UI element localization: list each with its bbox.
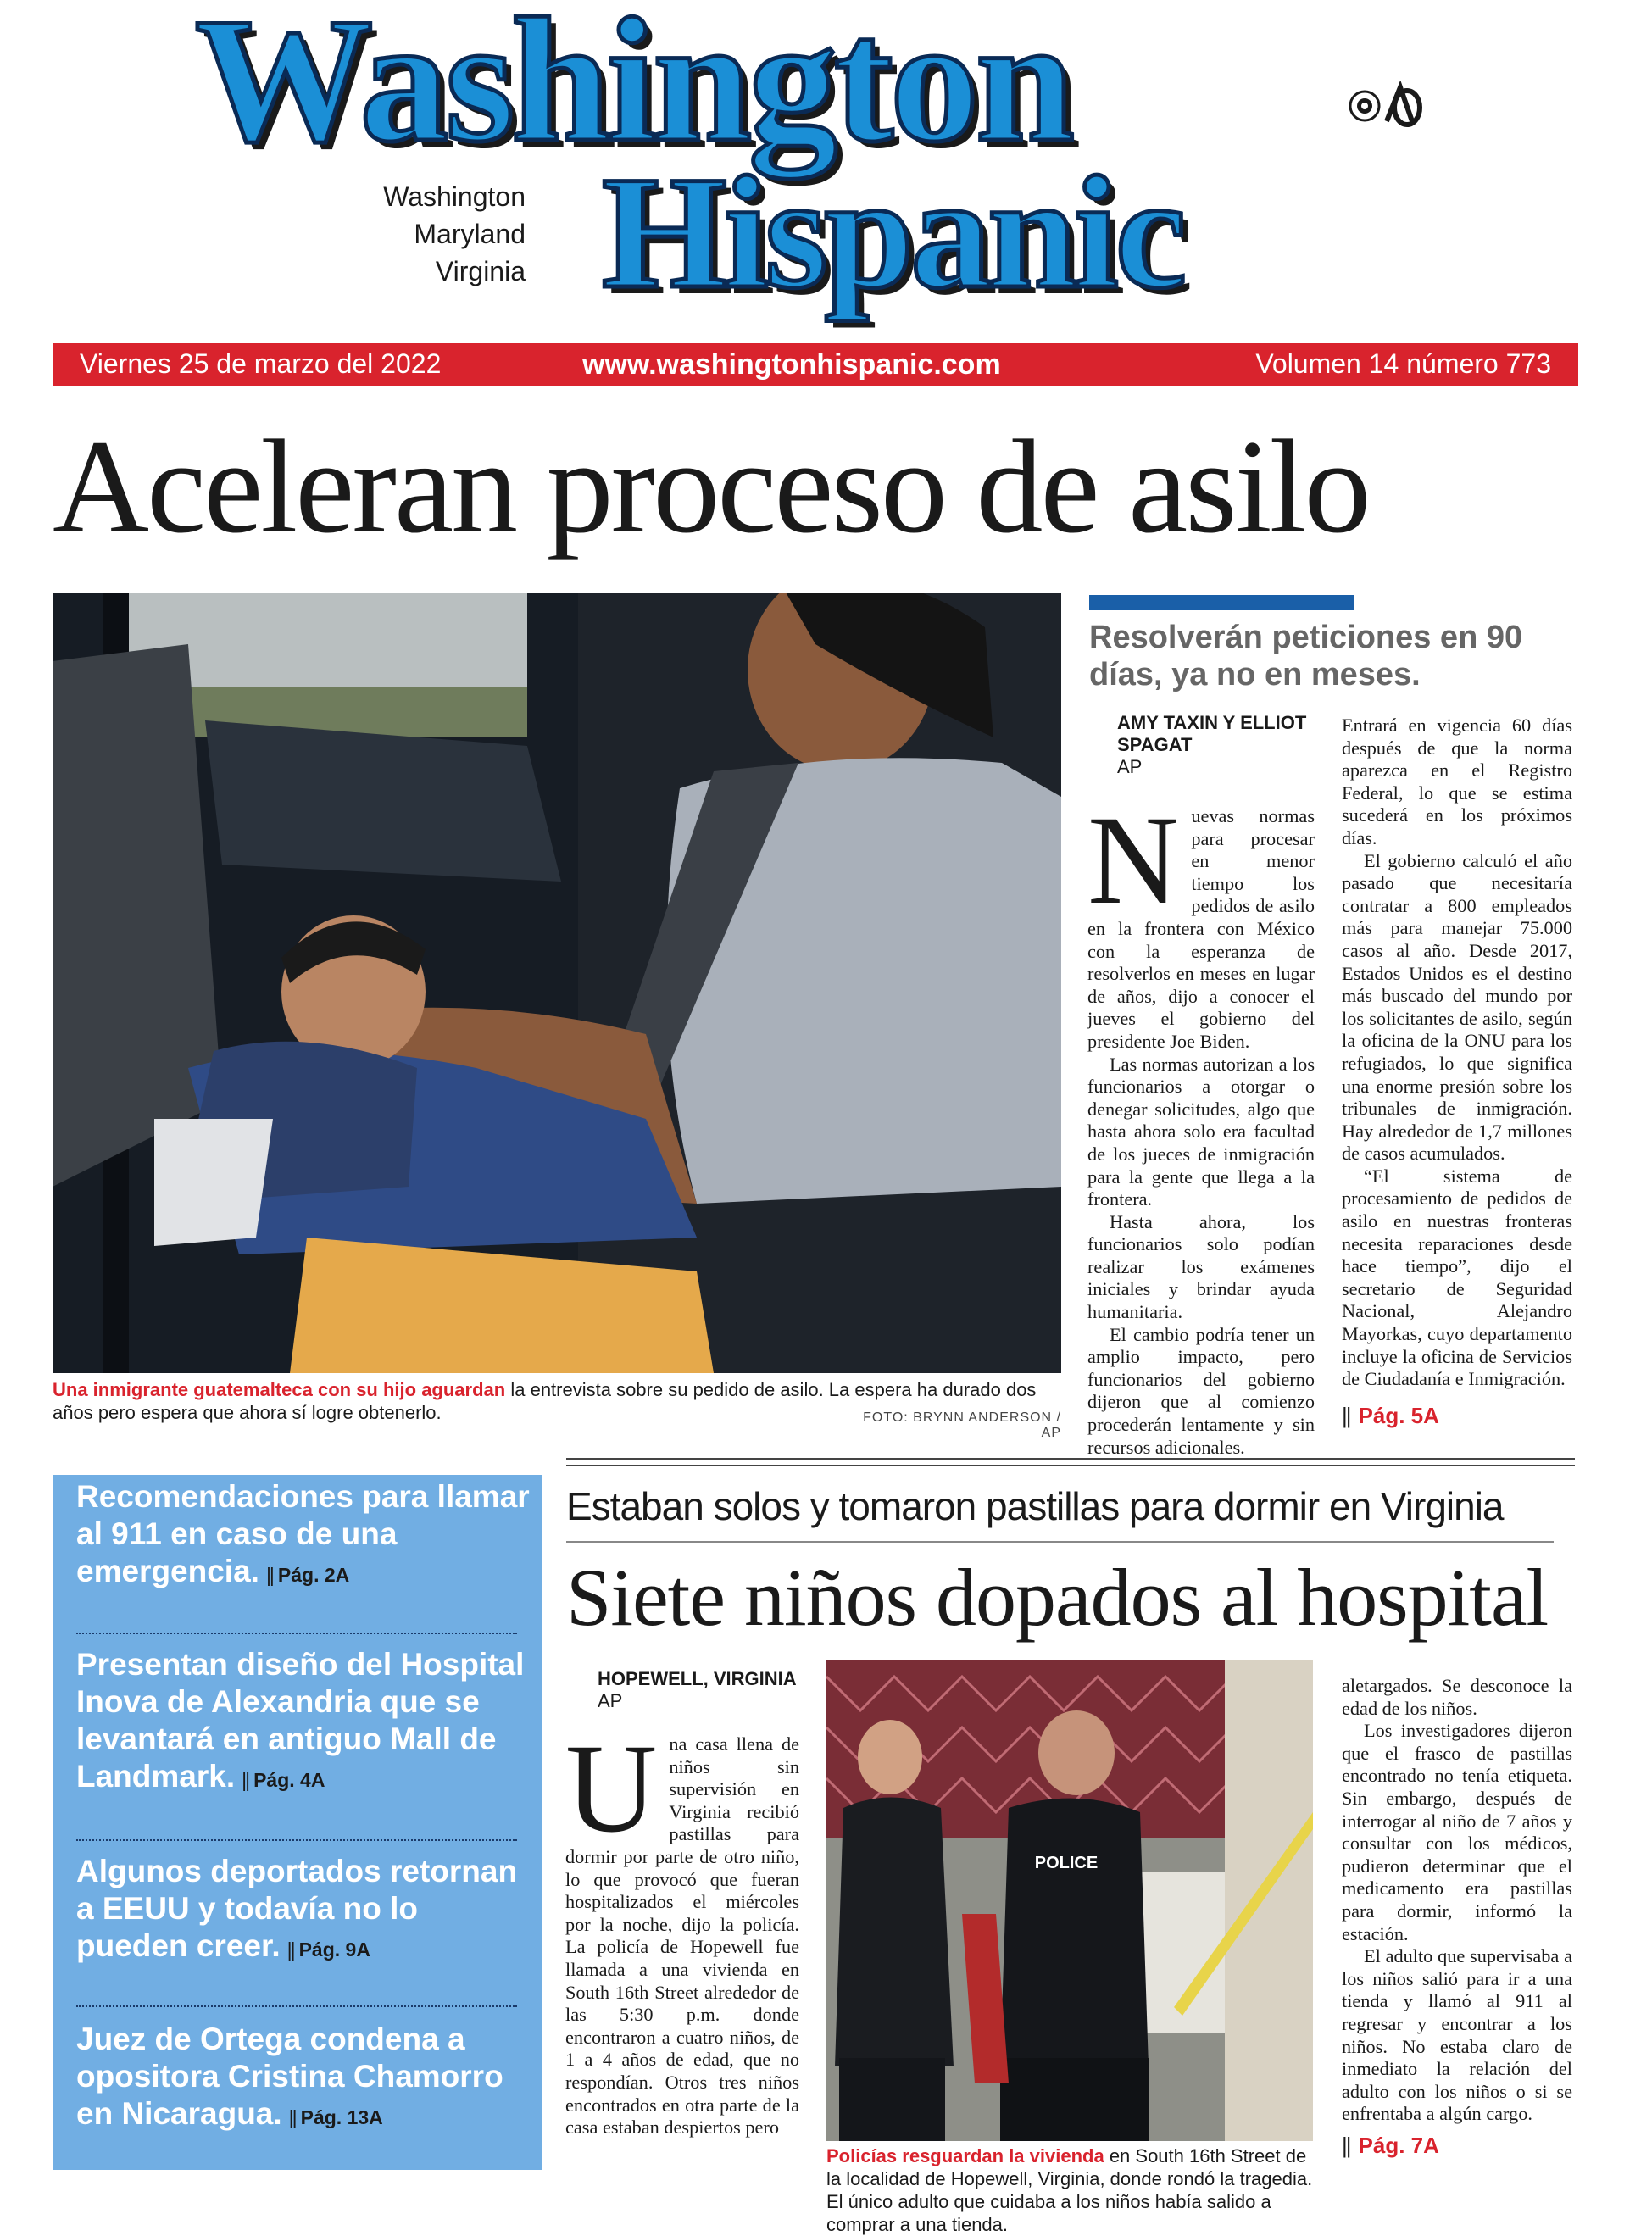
main-dropcap: N	[1087, 790, 1180, 931]
location-virginia: Virginia	[435, 256, 526, 286]
second-story-headline: Siete niños dopados al hospital	[566, 1552, 1549, 1643]
main-story-page-ref[interactable]: Pág. 5A	[1358, 1403, 1439, 1428]
second-story-continue-link[interactable]: || Pág. 7A	[1342, 2133, 1439, 2158]
main-story-paragraph: Entrará en vigencia 60 días después de que la norma aparezca en el Registro Federal, lo que se estima sucederá en los próximos días.	[1342, 715, 1572, 848]
main-story-paragraph: El cambio podría tener un amplio impacto, pero funcionarios del gobierno dijeron que al comienzo procederán lentamente y sin recursos adicionales.	[1087, 1323, 1315, 1458]
sidebar-item-page: Pág. 13A	[300, 2106, 383, 2128]
subhead-accent-bar	[1089, 595, 1354, 610]
sidebar-divider	[76, 1633, 517, 1634]
sidebar-item-text: Presentan diseño del Hospital Inova de Alexandria que se levantará en antiguo Mall de Landmark.	[76, 1647, 525, 1794]
sidebar-item-nicaragua[interactable]: Juez de Ortega condena a opositora Cristina Chamorro en Nicaragua. || Pág. 13A	[76, 2022, 503, 2131]
main-photo-caption-text: la entrevista sobre su pedido de asilo. La espera ha durado dos años pero espera que ahora sí logre obtenerlo.	[53, 1379, 1037, 1423]
section-rule	[566, 1458, 1575, 1466]
main-story-paragraph: Hasta ahora, los funcionarios solo podían realizar los exámenes iniciales y brindar ayuda humanitaria.	[1087, 1210, 1315, 1323]
main-byline-agency: AP	[1117, 756, 1143, 777]
sidebar-item-page: Pág. 2A	[277, 1564, 350, 1586]
main-photo	[53, 593, 1061, 1373]
second-byline-dateline: HOPEWELL, VIRGINIA	[598, 1668, 797, 1689]
police-vest-text: POLICE	[1034, 1854, 1099, 1872]
second-story-paragraph: El adulto que supervisaba a los niños salió para ir a una tienda y llamó al 911 al regresar y encontrar a los niños. No estaba claro de inmediato la relación del adulto con los niños o si se enfrentaba a algún cargo.	[1342, 1945, 1572, 2125]
website-link[interactable]: www.washingtonhispanic.com	[582, 348, 1001, 381]
main-byline-authors: AMY TAXIN Y ELLIOT SPAGAT	[1117, 712, 1307, 755]
association-seals-icon	[1348, 81, 1449, 131]
sidebar-item-deportados[interactable]: Algunos deportados retornan a EEUU y todavía no lo pueden creer. || Pág. 9A	[76, 1854, 518, 1963]
masthead-locations	[348, 178, 526, 290]
main-photo-credit: FOTO: BRYNN ANDERSON / AP	[863, 1410, 1061, 1440]
masthead-washington: Washington	[195, 0, 1071, 179]
second-story-page-ref[interactable]: Pág. 7A	[1358, 2133, 1439, 2158]
sidebar-item-text: Recomendaciones para llamar al 911 en caso de una emergencia.	[76, 1479, 530, 1588]
sidebar-briefs	[53, 1475, 542, 2170]
main-headline: Aceleran proceso de asilo	[53, 413, 1369, 561]
location-washington: Washington	[383, 181, 526, 212]
second-photo-caption-lead: Policías resguardan la vivienda	[826, 2145, 1104, 2166]
second-photo-caption	[826, 2144, 1313, 2236]
date-bar	[53, 343, 1578, 386]
sidebar-divider	[76, 2005, 517, 2007]
main-photo-caption-lead: Una inmigrante guatemalteca con su hijo aguardan	[53, 1379, 506, 1400]
main-story-column-1	[1087, 790, 1315, 1459]
issue-volume: Volumen 14 número 773	[1255, 348, 1551, 379]
second-story-paragraph: Los investigadores dijeron que el frasco de pastillas encontrado no tenía etiqueta. Sin embargo, después de interrogar al niño de 7 años y consultar con los médicos, pudieron determinar que el medicamento era pastillas para dormir, informó la estación.	[1342, 1720, 1572, 1944]
main-story-paragraph: Las normas autorizan a los funcionarios a otorgar o denegar solicitudes, algo que hasta ahora solo era facultad de los jueces de inmigración para la gente que llega a la frontera.	[1087, 1053, 1315, 1210]
second-story-column-3	[1342, 1675, 1572, 2126]
issue-date: Viernes 25 de marzo del 2022	[80, 348, 442, 379]
main-story-paragraph: El gobierno calculó el año pasado que necesitaría contratar a 800 empleados más para manejar 75.000 casos al año. Desde 2017, Estados Unidos es el destino más buscado del mundo por los solicitantes de asilo, según la oficina de la ONU para los refugiados, lo que significa una enorme presión sobre los tribunales de inmigración. Hay alrededor de 1,7 millones de casos acumulados.	[1342, 849, 1572, 1165]
second-story-paragraph: Una casa llena de niños sin supervisión en Virginia recibió pastillas para dormir por parte de otro niño, lo que provocó que fueran hospitalizados el miércoles por la noche, dijo la policía. La policía de Hopewell fue llamada a una vivienda en South 16th Street alrededor de las 5:30 p.m. donde encontraron a cuatro niños, de 1 a 4 años de edad, que no respondían. Otros tres niños encontrados en otra parte de la casa estaban despiertos pero	[565, 1718, 799, 2139]
kicker-rule	[566, 1541, 1554, 1543]
second-photo	[826, 1660, 1313, 2141]
sidebar-item-page: Pág. 9A	[298, 1938, 370, 1961]
second-story-column-1	[565, 1718, 799, 2139]
masthead-hispanic: Hispanic	[602, 144, 1183, 322]
sidebar-item-page: Pág. 4A	[253, 1769, 325, 1791]
sidebar-item-911[interactable]: Recomendaciones para llamar al 911 en caso de una emergencia. || Pág. 2A	[76, 1479, 530, 1588]
main-story-column-2	[1342, 715, 1572, 1391]
second-byline-agency: AP	[598, 1690, 623, 1711]
second-story-kicker: Estaban solos y tomaron pastillas para dormir en Virginia	[566, 1484, 1504, 1528]
main-story-paragraph: “El sistema de procesamiento de pedidos de asilo en nuestras fronteras necesita reparaciones desde hace tiempo”, dijo el secretario de Seguridad Nacional, Alejandro Mayorkas, cuyo departamento incluye la oficina de Servicios de Ciudadanía e Inmigración.	[1342, 1165, 1572, 1390]
second-story-paragraph: aletargados. Se desconoce la edad de los niños.	[1342, 1675, 1572, 1719]
main-subhead: Resolverán peticiones en 90 días, ya no en meses.	[1089, 620, 1523, 692]
second-dropcap: U	[565, 1718, 658, 1859]
sidebar-item-text: Juez de Ortega condena a opositora Cristina Chamorro en Nicaragua.	[76, 2022, 503, 2131]
location-maryland: Maryland	[414, 219, 526, 249]
sidebar-item-hospital[interactable]: Presentan diseño del Hospital Inova de Alexandria que se levantará en antiguo Mall de Landmark. || Pág. 4A	[76, 1647, 525, 1794]
sidebar-item-text: Algunos deportados retornan a EEUU y todavía no lo pueden creer.	[76, 1854, 518, 1963]
second-photo-caption-text: en South 16th Street de la localidad de Hopewell, Virginia, donde rondó la tragedia. El único adulto que cuidaba a los niños había salido a comprar a una tienda.	[826, 2145, 1313, 2235]
second-byline	[598, 1668, 801, 1712]
main-story-continue-link[interactable]: || Pág. 5A	[1342, 1403, 1439, 1428]
sidebar-divider	[76, 1839, 517, 1841]
main-story-paragraph: Nuevas normas para procesar en menor tiempo los pedidos de asilo en la frontera con México con la esperanza de resolverlos en meses en lugar de años, dijo a conocer el jueves el gobierno del presidente Joe Biden.	[1087, 790, 1315, 1052]
main-byline	[1117, 712, 1321, 778]
